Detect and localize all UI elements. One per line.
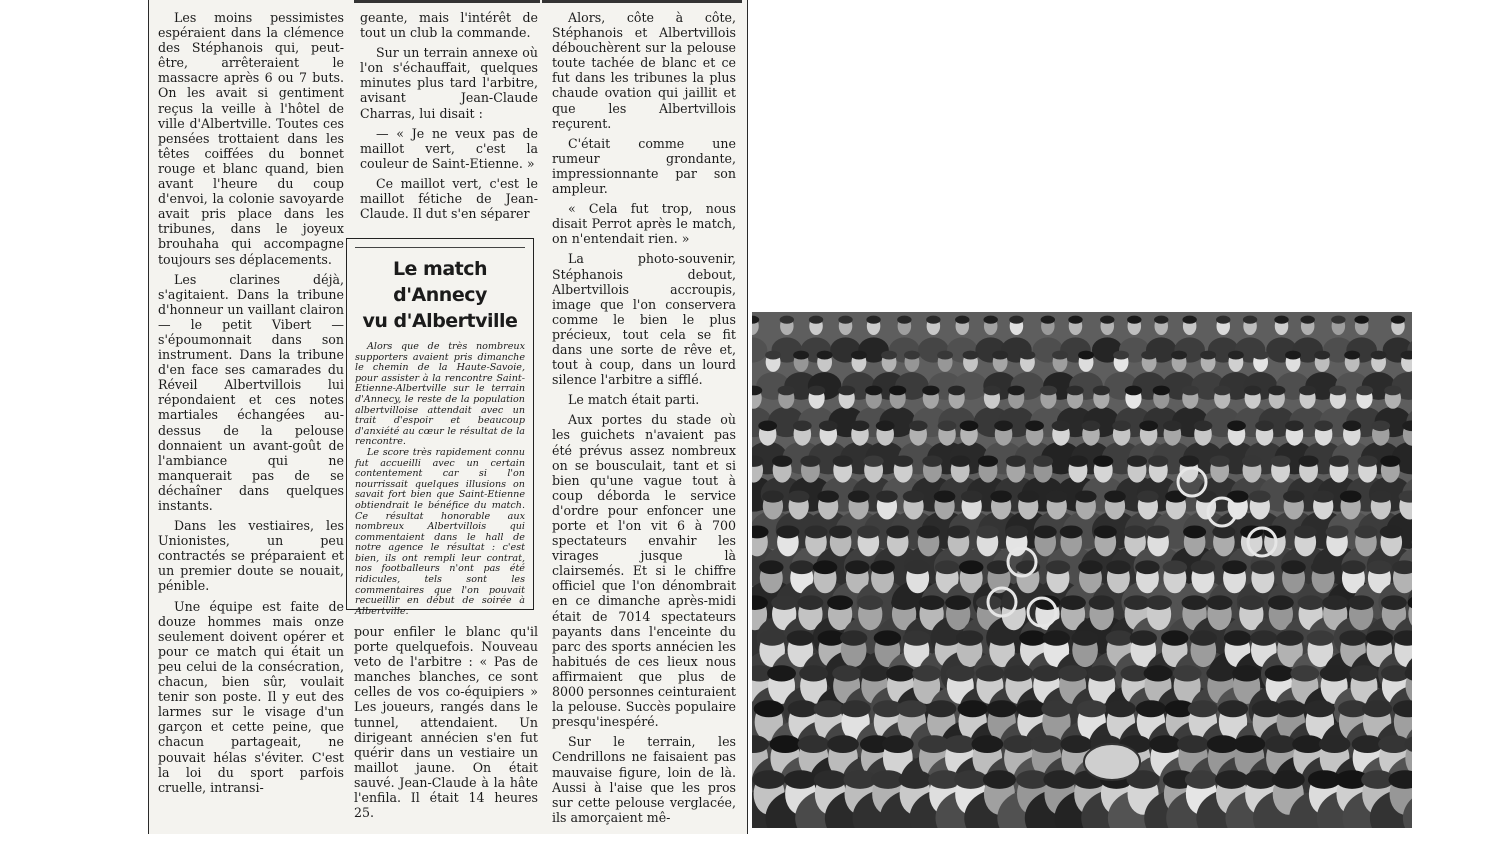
crowd-photo-graphic (752, 312, 1412, 828)
sidebar-paragraph: Le score très rapidement connu fut accueilli avec un certain contentement car si l'on nourrissait quelques illusions on savait fort bien que Saint-Etienne obtiendrait le bénéfice du match. Ce résultat honorable aux nombreux Albertvillois qui commentaient dans le hall de notre agence le résultat : c'est bien, ils ont rempli leur contrat, nos footballeurs n'ont pas été ridicules, tels sont les commentaires que l'on pouvait recueillir en début de soirée à Albertville. (355, 446, 525, 617)
column-rule (542, 0, 742, 3)
article-column-3 (552, 10, 736, 830)
paragraph: Les moins pessimistes espéraient dans la clémence des Stéphanois qui, peut-être, arrêteraient le massacre après 6 ou 7 buts. On les avait si gentiment reçus la veille à l'hôtel de ville d'Albertville. Toutes ces pensées trottaient dans les têtes coiffées du bonnet rouge et blanc quand, bien avant l'heure du coup d'envoi, la colonie savoyarde avait pris place dans les tribunes, dans le joyeux brouhaha qui accompagne toujours ses déplacements. (158, 10, 344, 267)
sidebar-box-inner (355, 247, 525, 617)
paragraph: La photo-souvenir, Stéphanois debout, Albertvillois accroupis, image que l'on conservera comme le bien le plus précieux, tout cela se fit dans une sorte de rêve et, tout à coup, dans un lourd silence l'arbitre a sifflé. (552, 251, 736, 388)
column-rule (354, 0, 540, 3)
paragraph: Sur le terrain, les Cendrillons ne faisaient pas mauvaise figure, loin de là. Aussi à l'aise que les pros sur cette pelouse verglacée, ils amorçaient mê- (552, 734, 736, 825)
clipping-edge (148, 0, 149, 834)
paragraph: C'était comme une rumeur grondante, impressionnante par son ampleur. (552, 135, 736, 197)
article-column-2-continued (354, 624, 538, 825)
paragraph: Dans les vestiaires, les Unionistes, un peu contractés se préparaient et un premier doute se nouait, pénible. (158, 518, 344, 594)
paragraph: Sur un terrain annexe où l'on s'échauffait, quelques minutes plus tard l'arbitre, avisant Jean-Claude Charras, lui disait : (360, 45, 538, 121)
sidebar-title-line-1: Le match d'Annecy (392, 258, 488, 306)
paragraph: — « Je ne veux pas de maillot vert, c'est la couleur de Saint-Etienne. » (360, 125, 538, 171)
newspaper-clipping (148, 0, 748, 834)
paragraph: geante, mais l'intérêt de tout un club la commande. (360, 10, 538, 41)
sidebar-box (346, 238, 534, 617)
sidebar-title-line-2: vu d'Albertville (362, 310, 518, 332)
sidebar-title (355, 256, 525, 334)
paragraph: Alors, côte à côte, Stéphanois et Albertvillois débouchèrent sur la pelouse toute tachée de blanc et ce fut dans les tribunes la plus chaude ovation qui jaillit et que les Albertvillois reçurent. (552, 10, 736, 131)
paragraph: Une équipe est faite de douze hommes mais onze seulement doivent opérer et pour ce match qui était un peu celui de la consécration, chacun, bien sûr, voulait tenir son poste. Il y eut des larmes sur le visage d'un garçon et cette peine, que chacun partageait, ne pouvait hélas s'éviter. C'est la loi du sport parfois cruelle, intransi- (158, 598, 344, 795)
paragraph: Les clarines déjà, s'agitaient. Dans la tribune d'honneur un vaillant clairon — le petit Vibert — s'époumonnait dans son instrument. Dans la tribune d'en face ses camarades du Réveil Albertvillois lui répondaient et ces notes martiales échangées au-dessus de la pelouse donnaient un avant-goût de l'ambiance qui ne manquerait pas de se déchaîner dans quelques instants. (158, 271, 344, 513)
paragraph: Le match était parti. (568, 392, 700, 408)
paragraph: « Cela fut trop, nous disait Perrot après le match, on n'entendait rien. » (552, 201, 736, 247)
crowd-photo (752, 312, 1412, 828)
article-column-1 (158, 10, 344, 800)
article-column-2 (360, 10, 538, 226)
paragraph: Ce maillot vert, c'est le maillot fétiche de Jean-Claude. Il dut s'en séparer (360, 175, 538, 222)
clipping-edge (747, 0, 748, 834)
paragraph: Aux portes du stade où les guichets n'avaient pas été prévus assez nombreux on se bousculait, tant et si bien qu'une vague tout à coup déborda le service d'ordre pour enfoncer une porte et l'on vit 6 à 700 spectateurs envahir les virages jusque là clairsemés. Et si le chiffre officiel que l'on dénombrait en ce dimanche après-midi était de 7014 spectateurs payants dans l'enceinte du parc des sports annécien les habitués de ces lieux nous affirmaient que plus de 8000 personnes ceinturaient la pelouse. Succès populaire presqu'inespéré. (552, 412, 736, 730)
sidebar-paragraph: Alors que de très nombreux supporters avaient pris dimanche le chemin de la Haute-Savoie, pour assister à la rencontre Saint-Etienne-Albertville sur le terrain d'Annecy, le reste de la population albertvilloise attendait avec un trait d'espoir et beaucoup d'anxiété au cœur le résultat de la rencontre. (355, 341, 525, 448)
sidebar-text (355, 342, 525, 617)
paragraph: pour enfiler le blanc qu'il porte quelquefois. Nouveau veto de l'arbitre : « Pas de manches blanches, ce sont celles de vos co-équipiers » Les joueurs, rangés dans le tunnel, attendaient. Un dirigeant annécien s'en fut quérir dans un vestiaire un maillot jaune. On était sauvé. Jean-Claude à la hâte l'enfila. Il était 14 heures 25. (354, 624, 538, 821)
